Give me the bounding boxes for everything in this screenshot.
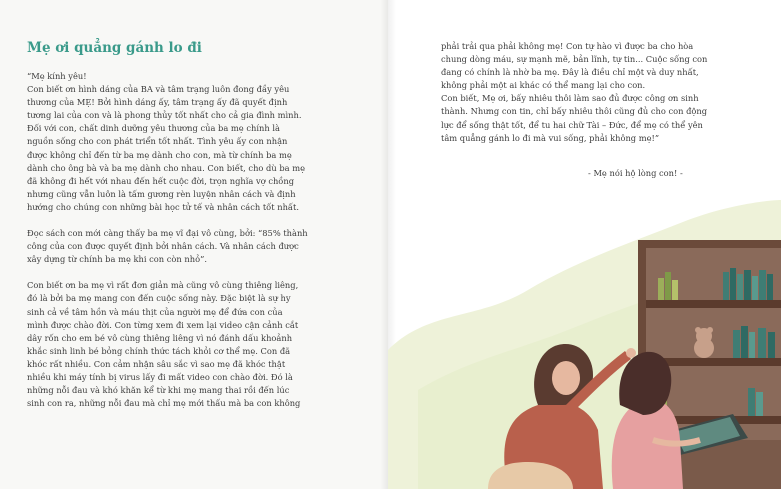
text-line: dành cho ông bà và ba mẹ dành cho nhau. Con biết, cho dù ba mẹ <box>27 162 306 173</box>
text-line: không phải một ai khác có thể mang lại cho con. <box>441 80 646 91</box>
text-line: tương lai của con và là phong thủy tốt nhất cho cả gia đình mình. <box>27 110 302 121</box>
text-line: dây rốn cho em bé vô cùng thiêng liêng vì nó đánh dấu khoảnh <box>27 332 293 343</box>
text-line: thành. Nhưng con tin, chỉ bấy nhiêu thôi cũng đủ cho con động <box>441 106 708 117</box>
text-line: sinh cả về tâm hồn và máu thịt của người mẹ để đứa con của <box>27 306 283 317</box>
text-line: xây dựng từ chính ba mẹ khi con còn nhỏ”. <box>27 254 207 265</box>
left-body-text <box>27 70 333 410</box>
text-line: mình được chào đời. Con từng xem đi xem lại video cận cảnh cắt <box>27 319 299 330</box>
text-line: thương của MẸ! Bởi hình dáng ấy, tâm trạng ấy đã quyết định <box>27 97 288 108</box>
text-line: sinh con ra, những nỗi đau mà chỉ mẹ mới thấu mà ba con không <box>27 398 301 409</box>
text-line: công của con được quyết định bởi nhân cách. Và nhân cách được <box>27 241 299 252</box>
mother-daughter-illustration <box>388 200 781 489</box>
text-line: được không chỉ đến từ ba mẹ dành cho con, mà từ chính ba mẹ <box>27 149 292 160</box>
paragraph-gap <box>27 214 333 227</box>
text-line: đó là bởi ba mẹ mang con đến cuộc sống này. Đặc biệt là sự hy <box>27 293 291 304</box>
text-line: khóc rất nhiều. Con cảm nhận sâu sắc vì sao mẹ đã khóc thật <box>27 358 286 369</box>
text-line: khắc sinh linh bé bỏng chính thức tách khỏi cơ thể mẹ. Con đã <box>27 345 291 356</box>
text-line: Con biết, Mẹ ơi, bấy nhiêu thôi làm sao đủ được công ơn sinh <box>441 93 699 104</box>
text-line: nhiều khi máy tính bị virus lấy đi mất video con chào đời. Đó là <box>27 371 293 382</box>
teddy-bear <box>694 327 714 358</box>
text-line: những nỗi đau và khó khăn kể từ khi mẹ mang thai rồi đến lúc <box>27 385 290 396</box>
text-line: Con biết ơn hình dáng của BA và tâm trạng luôn đong đầy yêu <box>27 84 290 95</box>
text-line: “Mẹ kính yêu! <box>27 71 87 81</box>
text-line: Đối với con, chất dinh dưỡng yêu thương của ba mẹ chính là <box>27 123 280 134</box>
right-body-text <box>441 40 741 145</box>
text-line: nhưng cũng vẫn luôn là tấm gương rèn luyện nhân cách và định <box>27 188 296 199</box>
text-line: chung dòng máu, sự mạnh mẽ, bản lĩnh, tự tin... Cuộc sống con <box>441 54 708 65</box>
paragraph-gap <box>27 266 333 279</box>
text-line: nguồn sống cho con phát triển tốt nhất. Tình yêu ấy con nhận <box>27 136 288 147</box>
text-line: đã không đi hết với nhau đến hết cuộc đời, trọn nghĩa vợ chồng <box>27 175 295 186</box>
page-title: Mẹ ơi quẳng gánh lo đi <box>27 40 202 56</box>
text-line: hướng cho chúng con những bài học tử tế và nhân cách tốt nhất. <box>27 201 299 212</box>
text-line: Đọc sách con mới càng thấy ba mẹ vĩ đại vô cùng, bởi: “85% thành <box>27 228 308 239</box>
text-line: lực để sống thật tốt, để tu hai chữ Tài – Đức, để mẹ có thể yên <box>441 119 703 130</box>
text-line: tâm quẳng gánh lo đi mà vui sống, phải không mẹ!” <box>441 132 660 143</box>
text-line: đang có chính là nhờ ba mẹ. Đây là điều chỉ một và duy nhất, <box>441 67 699 78</box>
letter-signature: - Mẹ nói hộ lòng con! - <box>588 168 683 178</box>
text-line: phải trải qua phải không mẹ! Con tự hào vì được ba cho hòa <box>441 41 694 51</box>
text-line: Con biết ơn ba mẹ vì rất đơn giản mà cũng vô cùng thiêng liêng, <box>27 280 299 291</box>
